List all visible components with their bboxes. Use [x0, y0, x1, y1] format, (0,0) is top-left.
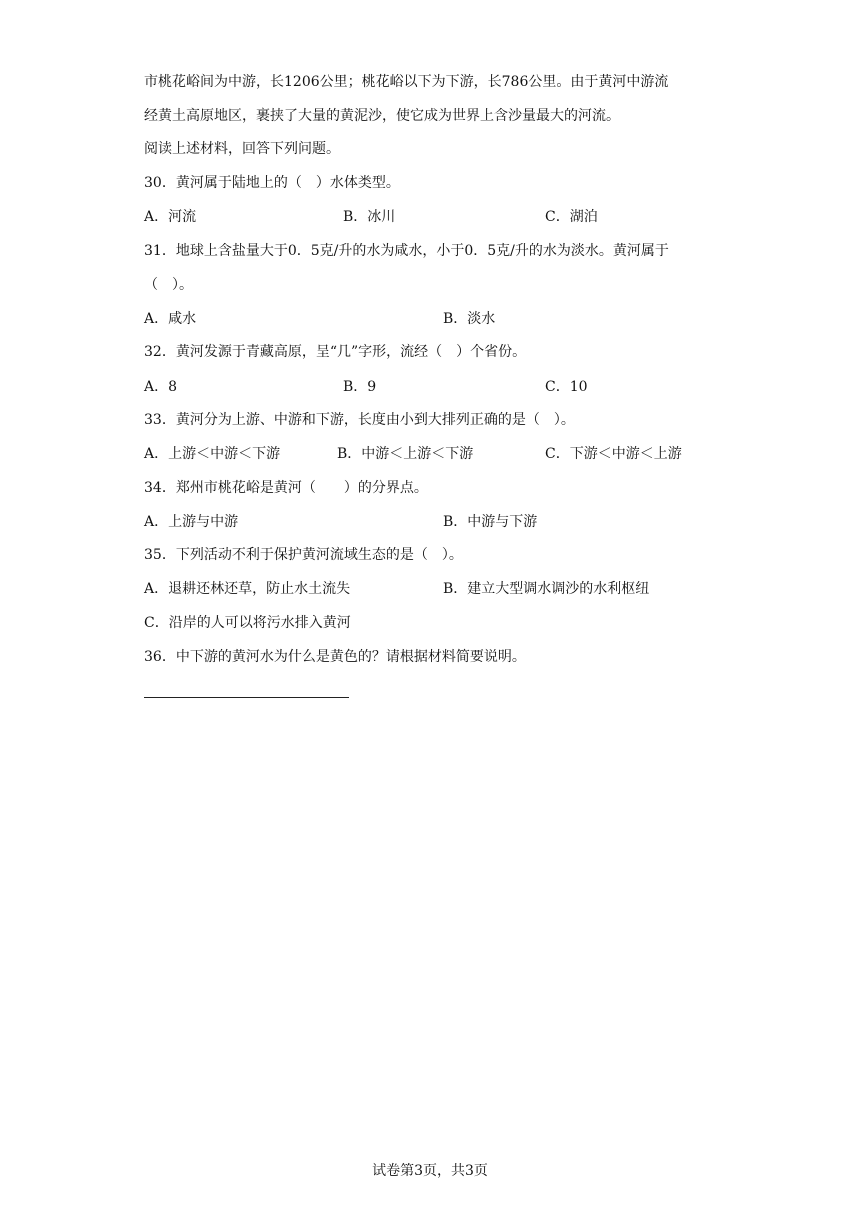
question-31-stem-cont: （ ）。: [144, 277, 193, 293]
q32-option-c: C．10: [545, 379, 588, 395]
question-35-stem: 35．下列活动不利于保护黄河流域生态的是（ ）。: [144, 547, 463, 563]
question-30-stem: 30．黄河属于陆地上的（ ）水体类型。: [144, 175, 400, 191]
instruction: 阅读上述材料，回答下列问题。: [144, 141, 340, 157]
q32-option-a: A．8: [144, 379, 178, 395]
q33-option-c: C．下游＜中游＜上游: [545, 446, 682, 462]
page-footer: 试卷第3页，共3页: [372, 1163, 488, 1179]
question-32-stem: 32．黄河发源于青藏高原，呈“几”字形，流经（ ）个省份。: [144, 344, 527, 360]
passage-line-1: 市桃花峪间为中游，长1206公里；桃花峪以下为下游，长786公里。由于黄河中游流: [144, 74, 669, 90]
q35-option-a: A．退耕还林还草，防止水土流失: [144, 581, 351, 597]
q34-option-a: A．上游与中游: [144, 514, 239, 530]
q35-option-b: B．建立大型调水调沙的水利枢纽: [443, 581, 650, 597]
q32-option-b: B．9: [343, 379, 377, 395]
q30-option-c: C．湖泊: [545, 209, 598, 225]
q33-option-a: A．上游＜中游＜下游: [144, 446, 281, 462]
question-33-stem: 33．黄河分为上游、中游和下游，长度由小到大排列正确的是（ ）。: [144, 412, 575, 428]
question-36-stem: 36．中下游的黄河水为什么是黄色的？请根据材料简要说明。: [144, 649, 526, 665]
question-34-stem: 34．郑州市桃花峪是黄河（ ）的分界点。: [144, 480, 428, 496]
q30-option-b: B．冰川: [343, 209, 396, 225]
q34-option-b: B．中游与下游: [443, 514, 538, 530]
passage-line-2: 经黄土高原地区，裹挟了大量的黄泥沙，使它成为世界上含沙量最大的河流。: [144, 108, 620, 124]
q35-option-c: C．沿岸的人可以将污水排入黄河: [144, 615, 351, 631]
q31-option-a: A．咸水: [144, 311, 197, 327]
question-31-stem: 31．地球上含盐量大于0．5克/升的水为咸水，小于0．5克/升的水为淡水。黄河属于: [144, 243, 669, 259]
q30-option-a: A．河流: [144, 209, 197, 225]
q31-option-b: B．淡水: [443, 311, 496, 327]
q33-option-b: B．中游＜上游＜下游: [337, 446, 474, 462]
answer-blank-line[interactable]: [144, 697, 349, 698]
